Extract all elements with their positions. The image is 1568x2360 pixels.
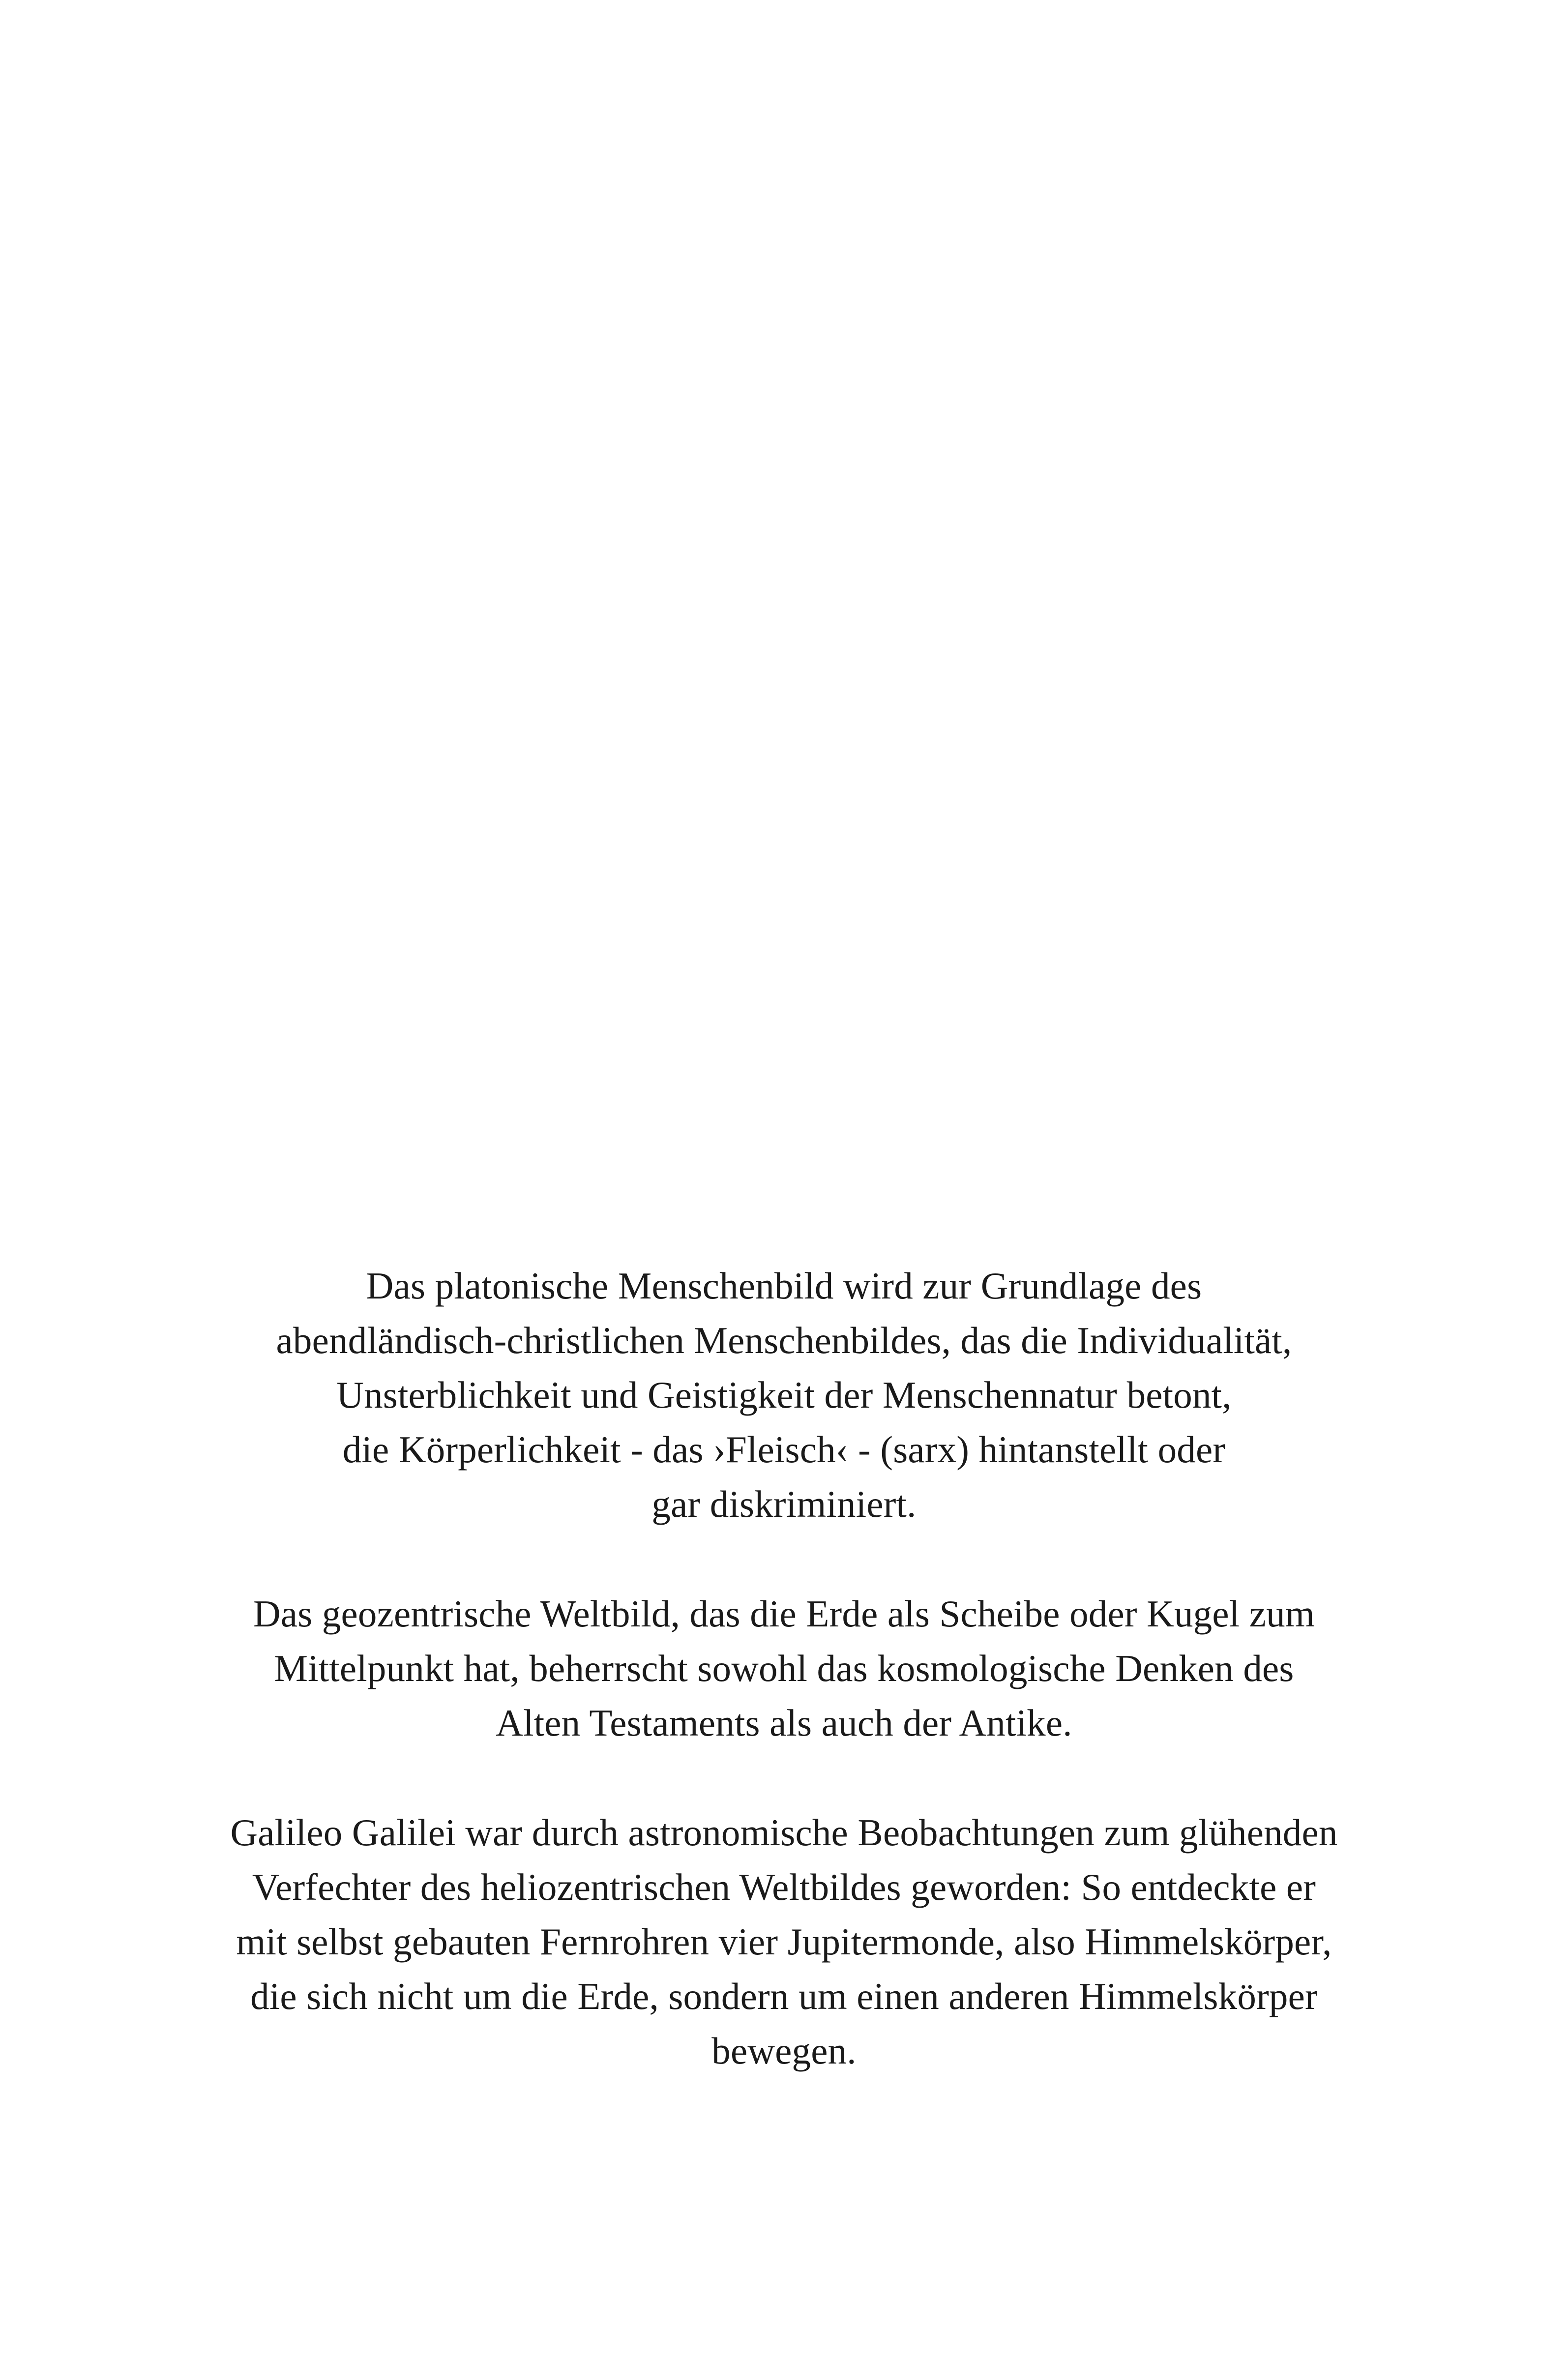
text-line: die sich nicht um die Erde, sondern um einen anderen Himmelskörper xyxy=(250,1975,1318,2017)
text-line: bewegen. xyxy=(711,2030,857,2072)
text-line: die Körperlichkeit - das ›Fleisch‹ - (sarx) hintanstellt oder xyxy=(342,1428,1226,1471)
paragraph-galilei xyxy=(0,1805,1568,2078)
text-line: Das platonische Menschenbild wird zur Grundlage des xyxy=(366,1265,1202,1307)
text-line: Galileo Galilei war durch astronomische Beobachtungen zum glühenden xyxy=(230,1811,1338,1854)
paragraph-menschenbild xyxy=(0,1259,1568,1532)
text-line: abendländisch-christlichen Menschenbildes, das die Individualität, xyxy=(276,1319,1292,1361)
text-line: Unsterblichkeit und Geistigkeit der Menschennatur betont, xyxy=(336,1374,1232,1416)
text-line: Verfechter des heliozentrischen Weltbildes geworden: So entdeckte er xyxy=(252,1866,1316,1908)
text-line: Alten Testaments als auch der Antike. xyxy=(496,1702,1072,1744)
text-line: Mittelpunkt hat, beherrscht sowohl das kosmologische Denken des xyxy=(274,1647,1294,1689)
text-line: gar diskriminiert. xyxy=(651,1483,917,1525)
text-line: mit selbst gebauten Fernrohren vier Jupitermonde, also Himmelskörper, xyxy=(236,1920,1332,1963)
text-line: Das geozentrische Weltbild, das die Erde als Scheibe oder Kugel zum xyxy=(253,1593,1315,1635)
paragraph-weltbild xyxy=(0,1587,1568,1750)
